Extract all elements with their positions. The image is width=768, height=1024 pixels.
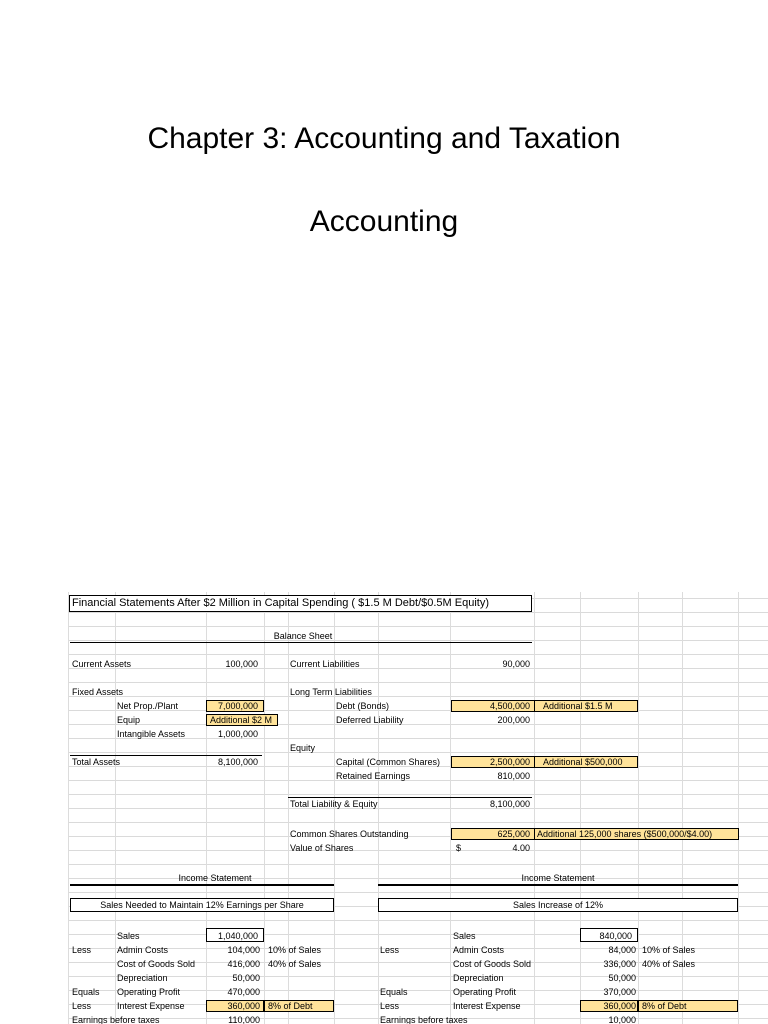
section-title: Accounting (309, 205, 459, 238)
right-interest-value: 360,000 (603, 1001, 636, 1011)
shares-out-label: Common Shares Outstanding (290, 829, 409, 839)
income-right-subtitle: Sales Increase of 12% (512, 900, 604, 910)
total-assets-value: 8,100,000 (217, 757, 258, 767)
right-admin-prefix: Less (380, 945, 400, 955)
left-cogs-value: 416,000 (227, 959, 260, 969)
right-dep-value: 50,000 (608, 973, 636, 983)
balance-sheet-title: Balance Sheet (273, 631, 333, 641)
intangible-label: Intangible Assets (117, 729, 186, 739)
current-liabilities-label: Current Liabilities (290, 659, 360, 669)
ltl-label: Long Term Liabilities (290, 687, 372, 697)
net-prop-value: 7,000,000 (217, 701, 258, 711)
right-dep-label: Depreciation (453, 973, 504, 983)
left-op-value: 470,000 (227, 987, 260, 997)
value-shares-currency: $ (456, 843, 462, 853)
current-liabilities-value: 90,000 (502, 659, 530, 669)
left-op-label: Operating Profit (117, 987, 181, 997)
debt-label: Debt (Bonds) (336, 701, 390, 711)
chapter-title: Chapter 3: Accounting and Taxation (147, 122, 621, 155)
equip-value: Additional $2 M (210, 715, 273, 725)
left-cogs-note: 40% of Sales (268, 959, 322, 969)
net-prop-label: Net Prop./Plant (117, 701, 179, 711)
right-sales-label: Sales (453, 931, 476, 941)
retained-value: 810,000 (497, 771, 530, 781)
left-admin-note: 10% of Sales (268, 945, 322, 955)
total-le-value: 8,100,000 (489, 799, 530, 809)
right-cogs-value: 336,000 (603, 959, 636, 969)
total-assets-label: Total Assets (72, 757, 121, 767)
right-admin-label: Admin Costs (453, 945, 505, 955)
capital-label: Capital (Common Shares) (336, 757, 441, 767)
retained-label: Retained Earnings (336, 771, 411, 781)
equity-label: Equity (290, 743, 316, 753)
left-admin-prefix: Less (72, 945, 92, 955)
left-sales-value: 1,040,000 (217, 931, 258, 941)
total-le-label: Total Liability & Equity (290, 799, 378, 809)
sheet-header: Financial Statements After $2 Million in Capital Spending ( $1.5 M Debt/$0.5M Equity) (72, 597, 489, 609)
current-assets-value: 100,000 (225, 659, 258, 669)
left-op-prefix: Equals (72, 987, 100, 997)
left-dep-value: 50,000 (232, 973, 260, 983)
right-ebt-value: 10,000 (608, 1015, 636, 1024)
right-op-prefix: Equals (380, 987, 408, 997)
left-interest-label: Interest Expense (117, 1001, 185, 1011)
left-sales-label: Sales (117, 931, 140, 941)
debt-value: 4,500,000 (489, 701, 530, 711)
right-interest-prefix: Less (380, 1001, 400, 1011)
deferred-value: 200,000 (497, 715, 530, 725)
right-op-value: 370,000 (603, 987, 636, 997)
right-cogs-label: Cost of Goods Sold (453, 959, 532, 969)
right-ebt-label: Earnings before taxes (380, 1015, 468, 1024)
equip-label: Equip (117, 715, 141, 725)
left-interest-value: 360,000 (227, 1001, 260, 1011)
left-admin-value: 104,000 (227, 945, 260, 955)
shares-out-note: Additional 125,000 shares ($500,000/$4.00) (537, 829, 713, 839)
left-interest-note: 8% of Debt (268, 1001, 313, 1011)
value-shares-label: Value of Shares (290, 843, 354, 853)
deferred-label: Deferred Liability (336, 715, 404, 725)
right-interest-label: Interest Expense (453, 1001, 521, 1011)
right-admin-note: 10% of Sales (642, 945, 696, 955)
intangible-value: 1,000,000 (217, 729, 258, 739)
income-left-title: Income Statement (178, 873, 252, 883)
left-ebt-label: Earnings before taxes (72, 1015, 160, 1024)
capital-note: Additional $500,000 (543, 757, 623, 767)
left-admin-label: Admin Costs (117, 945, 169, 955)
right-admin-value: 84,000 (608, 945, 636, 955)
right-interest-note: 8% of Debt (642, 1001, 687, 1011)
right-cogs-note: 40% of Sales (642, 959, 696, 969)
left-interest-prefix: Less (72, 1001, 92, 1011)
left-cogs-label: Cost of Goods Sold (117, 959, 196, 969)
spreadsheet (68, 592, 768, 1024)
income-left-subtitle: Sales Needed to Maintain 12% Earnings per Share (100, 900, 304, 910)
left-dep-label: Depreciation (117, 973, 168, 983)
shares-out-value: 625,000 (497, 829, 530, 839)
left-ebt-value: 110,000 (228, 1015, 260, 1024)
capital-value: 2,500,000 (489, 757, 530, 767)
debt-note: Additional $1.5 M (543, 701, 613, 711)
current-assets-label: Current Assets (72, 659, 132, 669)
fixed-assets-label: Fixed Assets (72, 687, 124, 697)
right-op-label: Operating Profit (453, 987, 517, 997)
income-right-title: Income Statement (521, 873, 595, 883)
value-shares-value: 4.00 (512, 843, 530, 853)
right-sales-value: 840,000 (599, 931, 632, 941)
